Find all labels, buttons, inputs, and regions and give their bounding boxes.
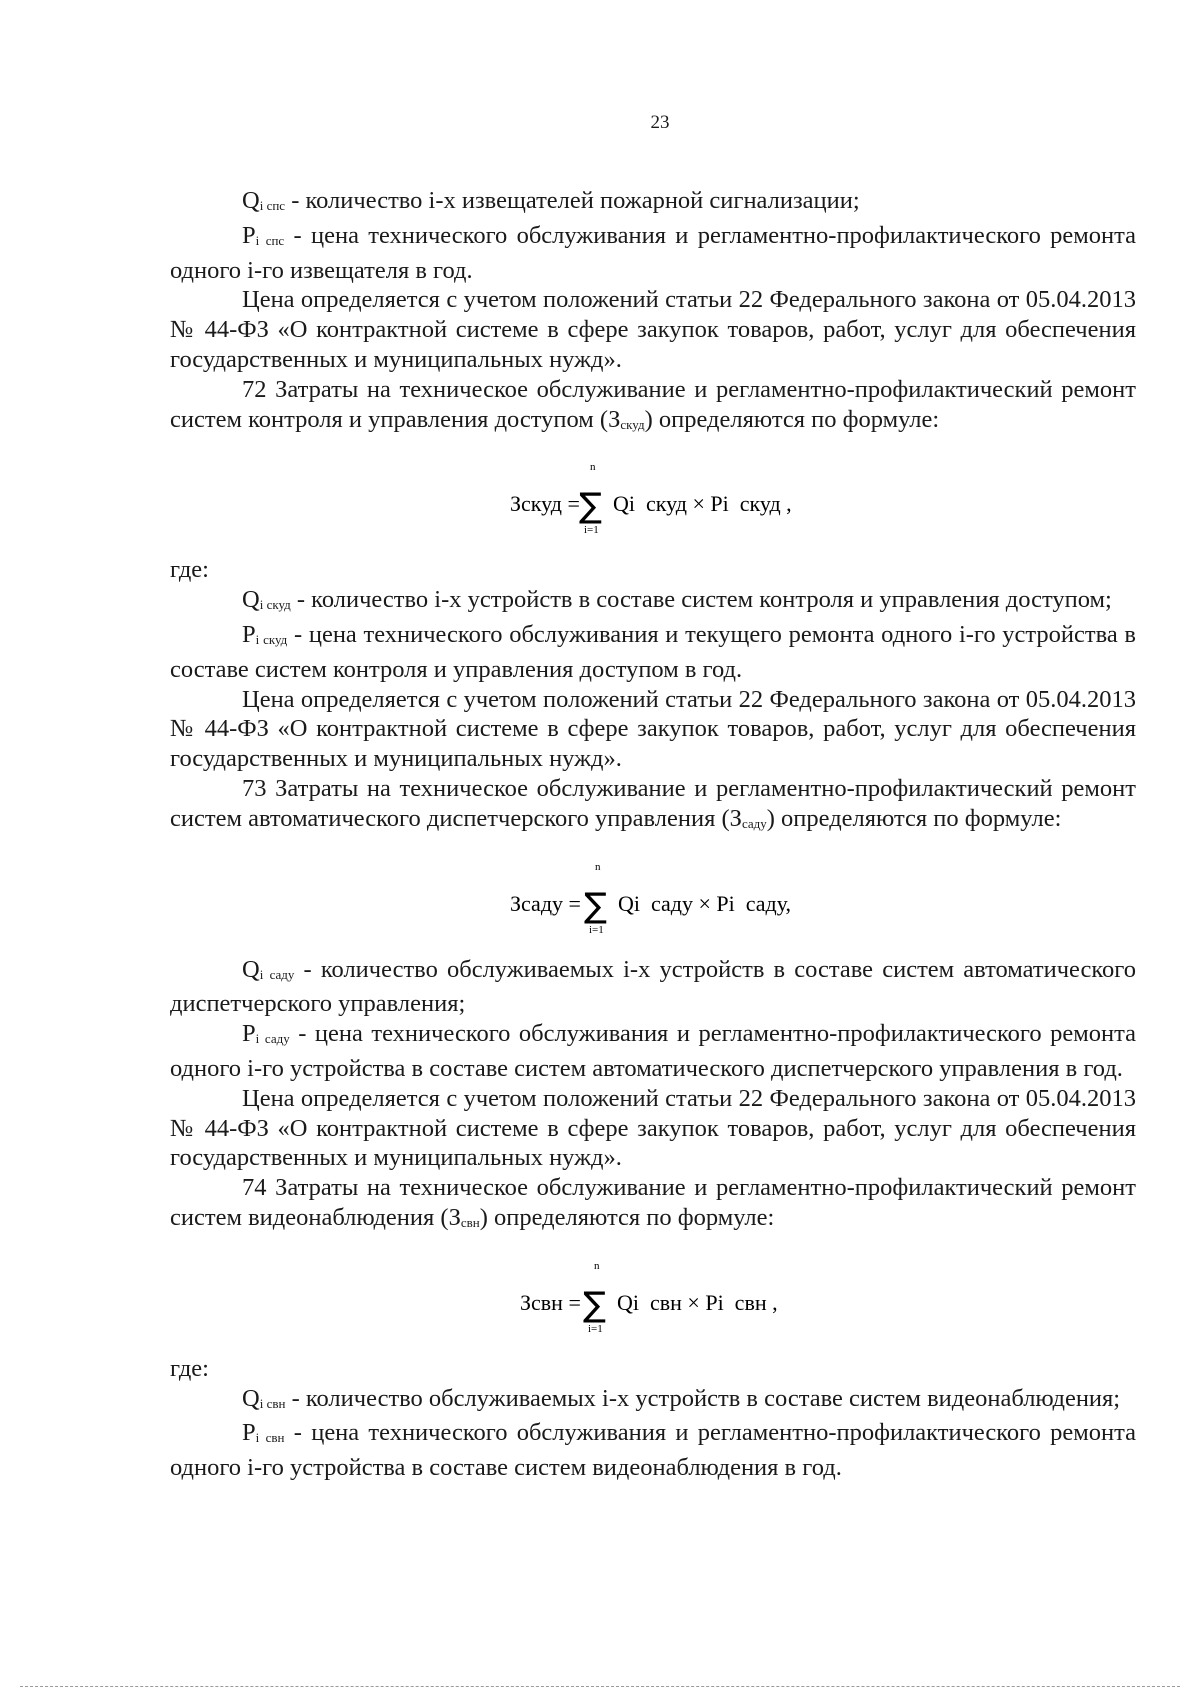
sum-sigma-icon: ∑: [583, 1284, 606, 1325]
item-text: ) определяются по формуле:: [644, 405, 940, 433]
definition-q-svn: [170, 1384, 1136, 1419]
definition-text: - цена технического обслуживания и регламентно-профилактического ремонта одного i-го извещателя в год.: [170, 221, 1136, 284]
formula-svg: [170, 439, 1136, 555]
definition-q-sps: [170, 186, 1136, 221]
symbol-subscript: i спс: [255, 232, 285, 248]
definition-p-sps: [170, 221, 1136, 286]
definition-q-skud: [170, 585, 1136, 620]
definition-text: - цена технического обслуживания и регламентно-профилактического ремонта одного i-го устройства в составе систем видеонаблюдения в год.: [170, 1419, 1136, 1482]
formula-lhs: Зсвн =: [520, 1289, 581, 1315]
price-note-paragraph: Цена определяется с учетом положений статьи 22 Федерального закона от 05.04.2013 № 44-ФЗ «О контрактной системе в сфере закупок товаров, работ, услуг для обеспечения государственных и муниципальных нужд».: [170, 286, 1136, 373]
definition-text: - количество i-х извещателей пожарной сигнализации;: [285, 187, 860, 214]
definition-text: - количество обслуживаемых i-х устройств в составе систем автоматического диспетчерского управления;: [170, 955, 1136, 1018]
symbol-subscript: i скуд: [259, 597, 291, 613]
symbol-subscript: саду: [741, 815, 767, 831]
item-text: ) определяются по формуле:: [766, 804, 1062, 832]
price-note-paragraph: Цена определяется с учетом положений статьи 22 Федерального закона от 05.04.2013 № 44-ФЗ «О контрактной системе в сфере закупок товаров, работ, услуг для обеспечения государственных и муниципальных нужд».: [170, 685, 1136, 773]
symbol-p: P: [242, 620, 256, 648]
definition-q-sadu: [170, 955, 1136, 1020]
definition-text: - количество i-х устройств в составе систем контроля и управления доступом;: [290, 586, 1112, 614]
item-72-paragraph: [170, 375, 1136, 440]
symbol-q: Q: [242, 586, 260, 614]
definition-text: - цена технического обслуживания и текущего ремонта одного i-го устройства в составе систем контроля и управления доступом в год.: [170, 620, 1136, 683]
definition-text: - количество обслуживаемых i-х устройств в составе систем видеонаблюдения;: [285, 1384, 1121, 1412]
sum-upper-limit: n: [595, 860, 601, 873]
definition-p-skud: [170, 620, 1136, 685]
symbol-subscript: i саду: [255, 1031, 290, 1047]
sum-lower-limit: i=1: [589, 923, 604, 936]
definition-p-sadu: [170, 1019, 1136, 1084]
scan-bottom-edge: [20, 1686, 1180, 1688]
item-text: ) определяются по формуле:: [479, 1203, 775, 1231]
definition-p-svn: [170, 1418, 1136, 1483]
symbol-subscript: i свн: [259, 1395, 286, 1411]
document-body: [170, 186, 1136, 1483]
sum-sigma-icon: ∑: [584, 885, 607, 926]
page-number: 23: [650, 112, 670, 133]
symbol-q: Q: [242, 1384, 260, 1412]
where-label: где:: [170, 556, 209, 584]
symbol-p: P: [242, 1020, 256, 1048]
sum-sigma-icon: ∑: [579, 486, 602, 527]
formula-svg: [170, 1238, 1136, 1354]
symbol-subscript: свн: [460, 1214, 480, 1230]
item-text: 73 Затраты на техническое обслуживание и регламентно-профилактический ремонт систем автоматического диспетчерского управления (З: [170, 774, 1136, 832]
formula-sadu: [170, 839, 1136, 955]
sum-lower-limit: i=1: [584, 524, 599, 537]
symbol-subscript: i спс: [259, 198, 286, 213]
item-74-paragraph: [170, 1173, 1136, 1238]
symbol-q: Q: [242, 187, 260, 214]
sum-lower-limit: i=1: [588, 1322, 603, 1335]
formula-lhs: Зскуд =: [510, 491, 580, 517]
symbol-subscript: скуд: [620, 416, 645, 432]
formula-rhs: Qi саду × Pi саду,: [618, 890, 792, 916]
formula-svg: [170, 839, 1136, 955]
formula-svn: [170, 1238, 1136, 1354]
formula-lhs: Зсаду =: [510, 890, 581, 916]
symbol-subscript: i свн: [255, 1430, 285, 1446]
item-text: 74 Затраты на техническое обслуживание и регламентно-профилактический ремонт систем видеонаблюдения (З: [170, 1174, 1136, 1231]
symbol-p: P: [242, 1419, 256, 1447]
item-73-paragraph: [170, 774, 1136, 839]
formula-skud: [170, 439, 1136, 555]
item-text: 72 Затраты на техническое обслуживание и регламентно-профилактический ремонт систем контроля и управления доступом (З: [170, 375, 1136, 433]
formula-rhs: Qi скуд × Pi скуд ,: [613, 491, 792, 517]
symbol-subscript: i саду: [259, 966, 295, 982]
definition-text: - цена технического обслуживания и регламентно-профилактического ремонта одного i-го устройства в составе систем автоматического диспетчерского управления в год.: [170, 1020, 1136, 1082]
where-label: где:: [170, 1354, 209, 1382]
formula-rhs: Qi свн × Pi свн ,: [617, 1289, 778, 1315]
symbol-q: Q: [242, 955, 260, 983]
symbol-p: P: [242, 221, 256, 249]
symbol-subscript: i скуд: [255, 631, 288, 647]
price-note-paragraph: Цена определяется с учетом положений статьи 22 Федерального закона от 05.04.2013 № 44-ФЗ «О контрактной системе в сфере закупок товаров, работ, услуг для обеспечения государственных и муниципальных нужд».: [170, 1084, 1136, 1172]
sum-upper-limit: n: [594, 1259, 600, 1272]
sum-upper-limit: n: [590, 461, 596, 474]
